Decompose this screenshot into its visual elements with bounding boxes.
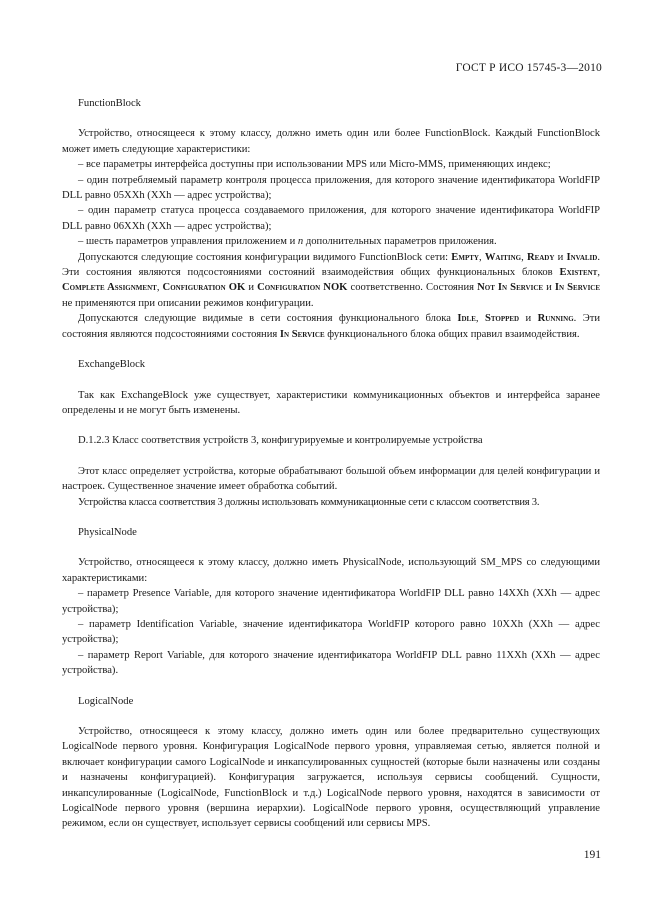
state-ready: Ready <box>526 251 555 263</box>
text-run: Допускаются следующие видимые в сети состояния функционального блока <box>78 313 458 325</box>
state-not-in-service: Not In Service <box>477 282 544 294</box>
text-run: , <box>156 282 163 294</box>
physicalnode-item-1: – параметр Presence Variable, для которого значение идентификатора WorldFIP DLL равно 14XXh (XXh — адрес устройства); <box>62 588 600 615</box>
state-complete-assignment: Complete Assignment <box>62 282 157 294</box>
state-in-service: In Service <box>554 282 601 294</box>
text-run: и <box>554 251 567 263</box>
state-in-service: In Service <box>279 328 325 340</box>
state-stopped: Stopped <box>484 313 520 325</box>
state-configuration-nok: Configuration NOK <box>257 282 348 294</box>
page-number: 191 <box>583 849 601 861</box>
text-run: соответственно. Состояния <box>347 282 478 294</box>
state-waiting: Waiting <box>484 251 522 263</box>
functionblock-item-4 <box>62 234 600 249</box>
functionblock-config-states <box>62 250 600 312</box>
physicalnode-intro: Устройство, относящееся к этому классу, должно иметь PhysicalNode, использующий SM_MPS со следующими характеристиками: <box>62 557 600 584</box>
state-running: Running <box>537 313 574 325</box>
text-run: , <box>597 267 600 279</box>
class3-body-2: Устройства класса соответствия 3 должны использовать коммуникационные сети с классом соответствия 3. <box>78 496 540 508</box>
state-existent: Existent <box>559 267 598 279</box>
text-run: и <box>245 282 258 294</box>
heading-functionblock: FunctionBlock <box>78 98 141 109</box>
heading-class3: D.1.2.3 Класс соответствия устройств 3, конфигурируемые и контролируемые устройства <box>78 435 483 447</box>
text-run: , <box>478 251 485 263</box>
functionblock-item-1: – все параметры интерфейса доступны при использовании MPS или Micro-MMS, применяющих индекс; <box>78 159 551 171</box>
physicalnode-item-3: – параметр Report Variable, для которого значение идентификатора WorldFIP DLL равно 11XXh (XXh — адрес устройства). <box>62 649 600 677</box>
functionblock-item-3: – один параметр статуса процесса создаваемого приложения, для которого значение идентификатора WorldFIP DLL равно 06XXh (XXh — адрес устройства); <box>62 205 600 232</box>
heading-exchangeblock: ExchangeBlock <box>78 359 146 371</box>
item-variable: n <box>297 236 304 248</box>
state-configuration-ok: Configuration OK <box>162 282 246 294</box>
state-idle: Idle <box>457 313 476 325</box>
text-run: . Эти состояния являются подсостояниями состояния <box>62 313 601 340</box>
logicalnode-body: Устройство, относящееся к этому классу, должно иметь один или более предварительно существующих LogicalNode первого уровня. Конфигурация LogicalNode первого уровня, управляемая сетью, является полной и включает конфигурации самого LogicalNode и инкапсулированных сущностей (которые были назначены или созданы и назначены конфигурацией). Конфигурация загружается, используя сервисы сообщений. Сущности, инкапсулированные (LogicalNode, FunctionBlock и т.д.) LogicalNode первого уровня, находятся в зависимости от LogicalNode первого уровня (вершина иерархии). LogicalNode первого уровня, осуществляющий управление режимом, если он существует, использует сервисы сообщений или сервисы MPS. <box>62 726 600 830</box>
text-run: и <box>543 282 555 294</box>
heading-physicalnode: PhysicalNode <box>78 526 137 538</box>
item-text: – шесть параметров управления приложением и <box>78 236 298 248</box>
exchangeblock-body: Так как ExchangeBlock уже существует, характеристики коммуникационных объектов и интерфейса заранее определены и не могут быть изменены. <box>62 389 600 416</box>
text-run: не применяются при описании режимов конфигурации. <box>62 297 314 309</box>
text-run: функционального блока общих правил взаимодействия. <box>324 328 580 340</box>
heading-logicalnode: LogicalNode <box>78 695 134 707</box>
text-run: , <box>521 251 527 263</box>
standard-code-header: ГОСТ Р ИСО 15745-3—2010 <box>455 62 602 74</box>
functionblock-run-states <box>62 311 600 342</box>
physicalnode-item-2: – параметр Identification Variable, значение идентификатора WorldFIP которого равно 10XXh (XXh — адрес устройства); <box>62 618 600 646</box>
text-run: и <box>519 313 538 325</box>
page-content <box>62 96 600 832</box>
item-text: дополнительных параметров приложения. <box>303 236 497 248</box>
text-run: , <box>475 313 485 325</box>
state-invalid: Invalid <box>566 251 598 263</box>
state-empty: Empty <box>451 251 479 263</box>
functionblock-intro: Устройство, относящееся к этому классу, должно иметь один или более FunctionBlock. Каждый FunctionBlock может иметь следующие характеристики: <box>62 128 600 155</box>
class3-body-1: Этот класс определяет устройства, которые обрабатывают большой объем информации для целей конфигурации и настроек. Существенное значение имеет обработка событий. <box>62 465 600 493</box>
text-run: Допускаются следующие состояния конфигурации видимого FunctionBlock сети: <box>78 251 452 263</box>
text-run: . Эти состояния являются подсостояниями состояний взаимодействия общих функциональных блоков <box>62 251 600 279</box>
functionblock-item-2: – один потребляемый параметр контроля процесса приложения, для которого значение идентификатора WorldFIP DLL равно 05XXh (XXh — адрес устройства); <box>62 174 600 202</box>
